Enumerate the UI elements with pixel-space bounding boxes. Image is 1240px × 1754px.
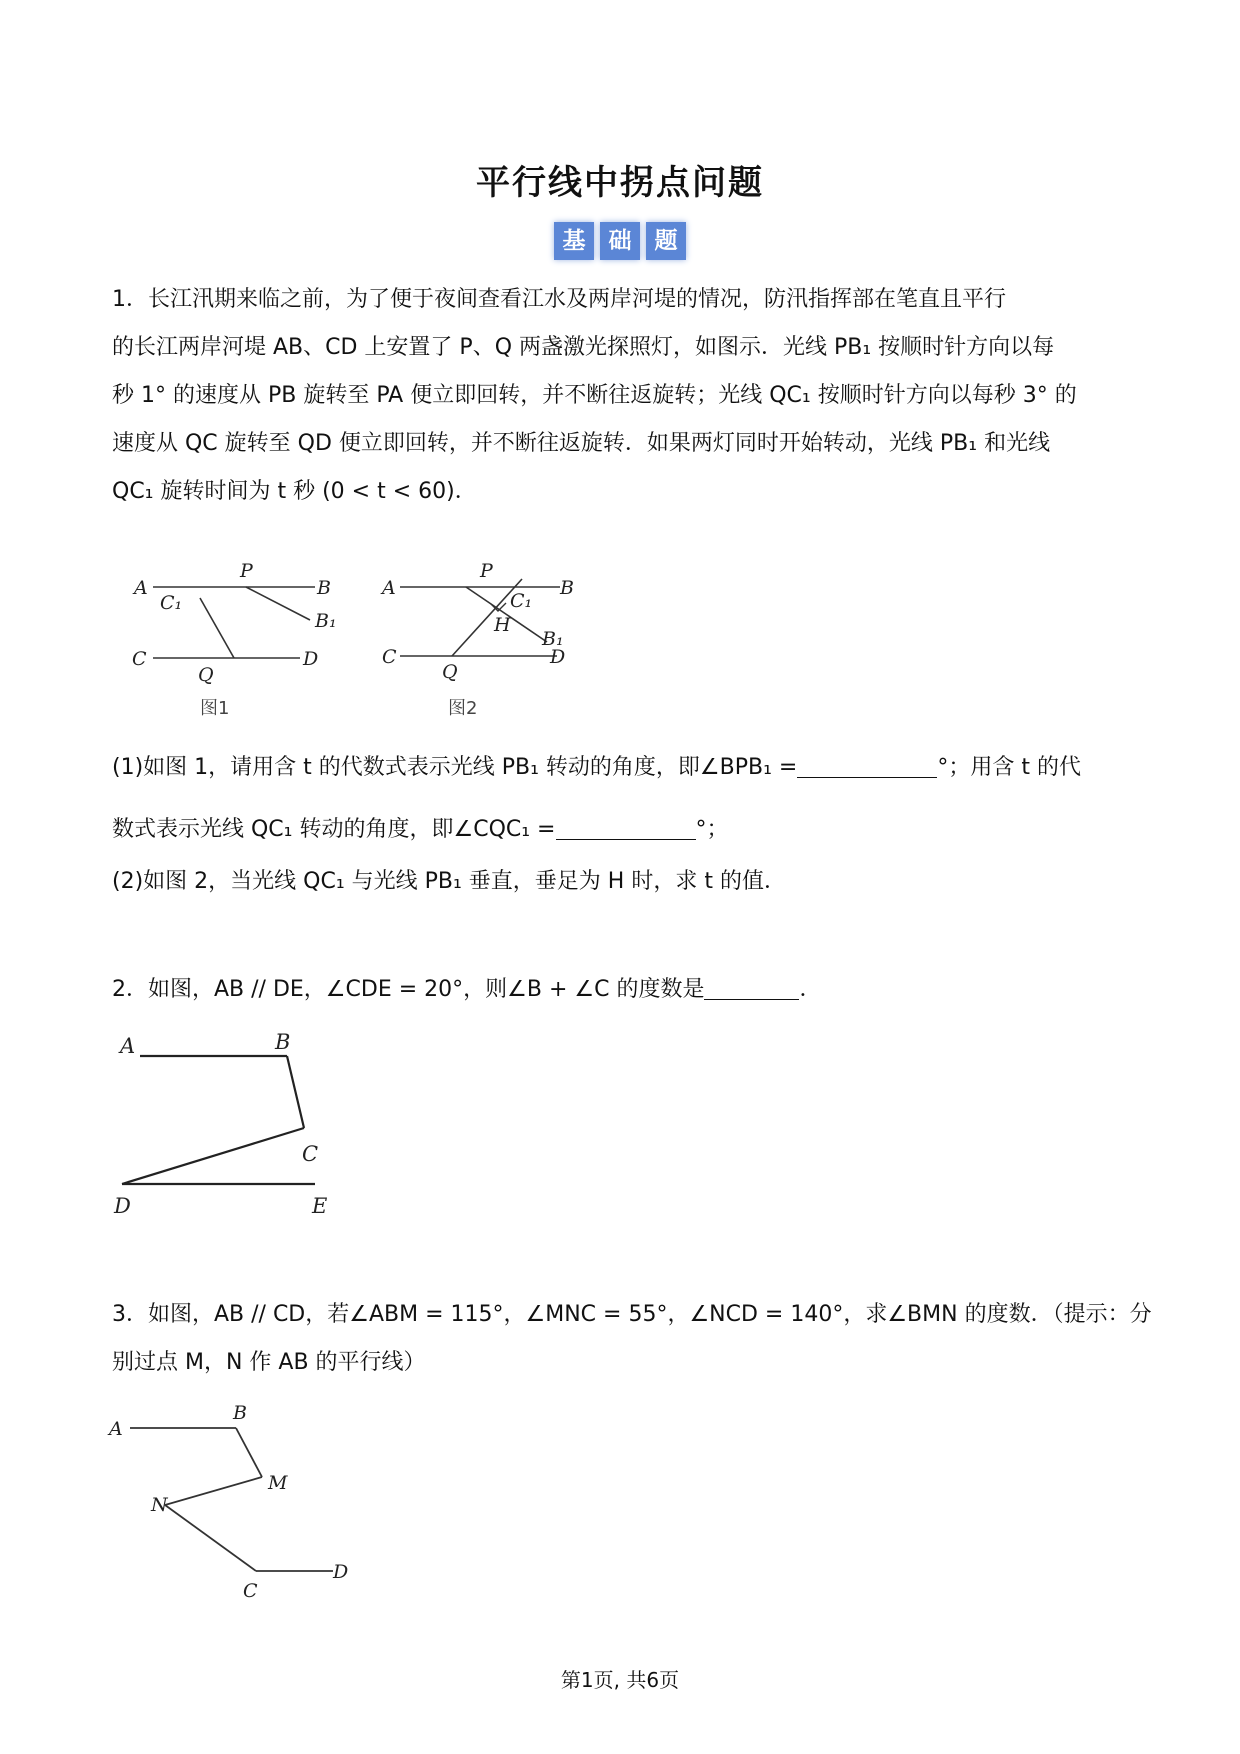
q2-label-D: D [114,1194,131,1218]
q3-label-D: D [333,1561,349,1583]
figure-q2 [110,1025,350,1225]
question-1-subparts [112,744,1132,906]
q3-line-1: 3．如图，AB // CD，若∠ABM = 115°，∠MNC = 55°，∠NCD = 140°，求∠BMN 的度数．（提示：分 [112,1302,1152,1327]
fig1-label-B1: B₁ [315,610,337,632]
fig1-label-C1: C₁ [160,592,183,614]
q2-label-B: B [275,1030,291,1054]
page-footer: 第1页, 共6页 [560,1668,680,1692]
q2-label-A: A [120,1034,136,1058]
figure-2 [370,555,600,725]
q1-sub1-text-c: 数式表示光线 QC₁ 转动的角度，即∠CQC₁ = [112,817,556,842]
q1-line-1: 1．长江汛期来临之前，为了便于夜间查看江水及两岸河堤的情况，防汛指挥部在笔直且平行 [112,287,1007,312]
q1-sub1-text-b: °；用含 t 的代 [937,755,1081,780]
fig2-label-D: D [550,646,566,668]
q1-sub1-text-a: (1)如图 1，请用含 t 的代数式表示光线 PB₁ 转动的角度，即∠BPB₁ = [112,755,798,780]
fig1-caption: 图1 [200,698,230,719]
fig2-label-A: A [382,577,396,599]
q3-label-N: N [151,1494,168,1516]
q3-label-M: M [268,1472,288,1494]
q2-label-C: C [302,1142,319,1166]
fig2-label-B: B [560,577,574,599]
question-1-text [112,276,1132,516]
q2-line [112,966,1132,1014]
q1-line-5: QC₁ 旋转时间为 t 秒 (0 < t < 60)． [112,479,477,504]
fig1-label-D: D [303,648,319,670]
q1-line-2: 的长江两岸河堤 AB、CD 上安置了 P、Q 两盏激光探照灯，如图示．光线 PB₁ 按顺时针方向以每 [112,335,1055,360]
q2-text-a: 2．如图，AB // DE，∠CDE = 20°，则∠B + ∠C 的度数是 [112,977,705,1002]
q1-sub1-line-1 [112,744,1132,792]
answer-blank-cqc1[interactable] [556,815,696,840]
q3-label-B: B [233,1402,247,1424]
q1-line-3: 秒 1° 的速度从 PB 旋转至 PA 便立即回转，并不断往返旋转；光线 QC₁ 按顺时针方向以每秒 3° 的 [112,383,1077,408]
badge-char-3: 题 [646,222,686,260]
q1-sub2-line: (2)如图 2，当光线 QC₁ 与光线 PB₁ 垂直，垂足为 H 时，求 t 的值． [112,869,786,894]
answer-blank-q2[interactable] [704,975,799,1000]
figure-1 [120,555,350,725]
question-3-text [112,1291,1152,1387]
q1-sub1-line-2 [112,806,1132,854]
page-title: 平行线中拐点问题 [476,163,764,203]
question-2-text [112,966,1132,1014]
q3-label-A: A [109,1418,123,1440]
fig2-label-C1: C₁ [510,590,533,612]
fig2-label-H: H [494,614,511,636]
q1-sub1-text-d: °； [695,817,729,842]
fig1-label-B: B [317,577,331,599]
fig2-label-P: P [480,560,493,582]
fig1-label-A: A [134,577,148,599]
badge-char-1: 基 [554,222,594,260]
figure-q3 [105,1395,365,1615]
fig2-label-Q: Q [442,661,458,683]
q2-label-E: E [312,1194,328,1218]
q1-line-4: 速度从 QC 旋转至 QD 便立即回转，并不断往返旋转．如果两灯同时开始转动，光线 PB₁ 和光线 [112,431,1051,456]
answer-blank-bpb1[interactable] [797,753,937,778]
q3-label-C: C [243,1580,258,1602]
fig2-label-B1: B₁ [542,628,564,650]
q2-text-b: ． [799,977,822,1002]
q3-line-2: 别过点 M，N 作 AB 的平行线） [112,1350,426,1375]
badge-char-2: 础 [600,222,640,260]
difficulty-badge [0,222,1240,260]
fig1-label-Q: Q [198,664,214,686]
fig2-caption: 图2 [448,698,478,719]
fig2-label-C: C [382,646,397,668]
fig1-label-P: P [240,560,253,582]
fig1-label-C: C [132,648,147,670]
